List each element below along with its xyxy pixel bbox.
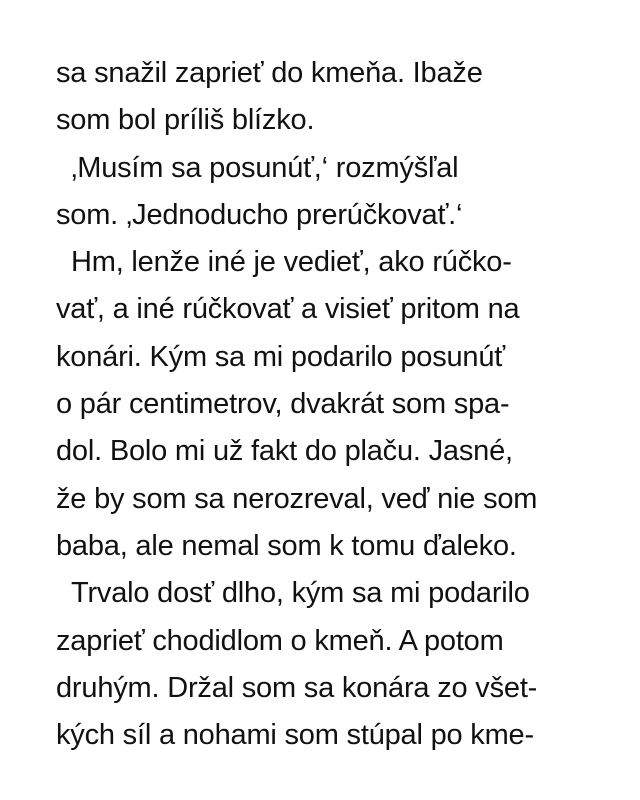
text-line-3: ‚Musím sa posunúť,‘ rozmýšľal	[71, 151, 459, 184]
text-line-7: konári. Kým sa mi podarilo posunúť	[56, 340, 505, 373]
text-line-15: kých síl a nohami som stúpal po kme-	[56, 719, 534, 752]
text-line-5: Hm, lenže iné je vedieť, ako rúčko-	[71, 246, 512, 279]
body-text	[56, 50, 596, 759]
text-line-4: som. ‚Jednoducho prerúčkovať.‘	[56, 198, 463, 231]
text-line-12: Trvalo dosť dlho, kým sa mi podarilo	[71, 577, 530, 610]
text-line-10: že by som sa nerozreval, veď nie som	[56, 482, 538, 515]
text-line-11: baba, ale nemal som k tomu ďaleko.	[56, 529, 517, 562]
text-line-9: dol. Bolo mi už fakt do plaču. Jasné,	[56, 435, 513, 468]
text-line-14: druhým. Držal som sa konára zo všet-	[56, 671, 538, 704]
text-line-8: o pár centimetrov, dvakrát som spa-	[56, 388, 510, 421]
text-line-2: som bol príliš blízko.	[56, 104, 315, 137]
text-line-1: sa snažil zaprieť do kmeňa. Ibaže	[56, 57, 483, 89]
text-line-6: vať, a iné rúčkovať a visieť pritom na	[56, 293, 520, 326]
text-line-13: zaprieť chodidlom o kmeň. A potom	[56, 624, 504, 657]
